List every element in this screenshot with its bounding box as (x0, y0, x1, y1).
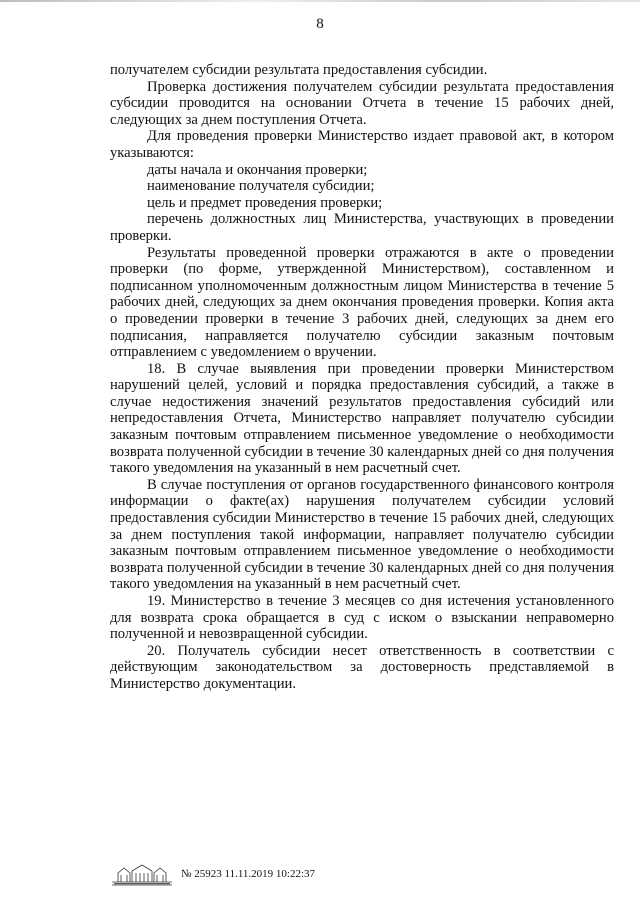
footer (110, 862, 410, 890)
paragraph-clause-20: 20. Получатель субсидии несет ответственность в соответствии с действующим законодательством за достоверность представляемой в Министерство документации. (110, 642, 614, 692)
paragraph-continuation: получателем субсидии результата предоставления субсидии. (110, 62, 488, 78)
paragraph-legal-act: Для проведения проверки Министерство издает правовой акт, в котором указываются: (110, 128, 614, 161)
list-item-officials: перечень должностных лиц Министерства, участвующих в проведении проверки. (110, 211, 614, 244)
list-item-purpose: цель и предмет проведения проверки; (147, 194, 383, 211)
paragraph-results: Результаты проведенной проверки отражаются в акте о проведении проверки (по форме, утвержденной Министерством), составленном и подписанном уполномоченным должностным лицом Министерства в течение 5 рабочих дней, следующих за днем окончания проведения проверки. Копия акта о проведении проверки в течение 3 рабочих дней, следующих за днем его подписания, направляется получателю субсидии заказным почтовым отправлением с уведомлением о вручении. (110, 244, 614, 361)
page-number: 8 (316, 16, 324, 32)
list-item-dates: даты начала и окончания проверки; (147, 161, 368, 178)
ministry-emblem-icon (110, 862, 174, 888)
paragraph-financial-control: В случае поступления от органов государственного финансового контроля информации о факте(ах) нарушения получателем субсидии условий предоставления субсидии Министерство в течение 15 рабочих дней, следующих за днем поступления такой информации, направляет получателю субсидии заказным почтовым отправлением письменное уведомление о необходимости возврата полученной субсидии в течение 30 календарных дней со дня получения такого уведомления на указанный в нем расчетный счет. (110, 476, 614, 593)
scan-edge (0, 0, 640, 2)
registration-stamp: № 25923 11.11.2019 10:22:37 (181, 868, 316, 880)
paragraph-verification: Проверка достижения получателем субсидии результата предоставления субсидии проводится на основании Отчета в течение 15 рабочих дней, следующих за днем поступления Отчета. (110, 78, 614, 128)
document-body (110, 62, 614, 693)
paragraph-clause-19: 19. Министерство в течение 3 месяцев со дня истечения установленного для возврата срока обращается в суд с иском о взыскании неправомерно полученной и невозвращенной субсидии. (110, 593, 614, 643)
paragraph-clause-18: 18. В случае выявления при проведении проверки Министерством нарушений целей, условий и порядка предоставления субсидий, а также в случае недостижения значений результатов предоставления субсидий или непредоставления Отчета, Министерство направляет получателю субсидии заказным почтовым отправлением письменное уведомление о необходимости возврата полученной субсидии в течение 30 календарных дней со дня получения такого уведомления на указанный в нем расчетный счет. (110, 360, 614, 477)
list-item-recipient-name: наименование получателя субсидии; (147, 178, 375, 195)
